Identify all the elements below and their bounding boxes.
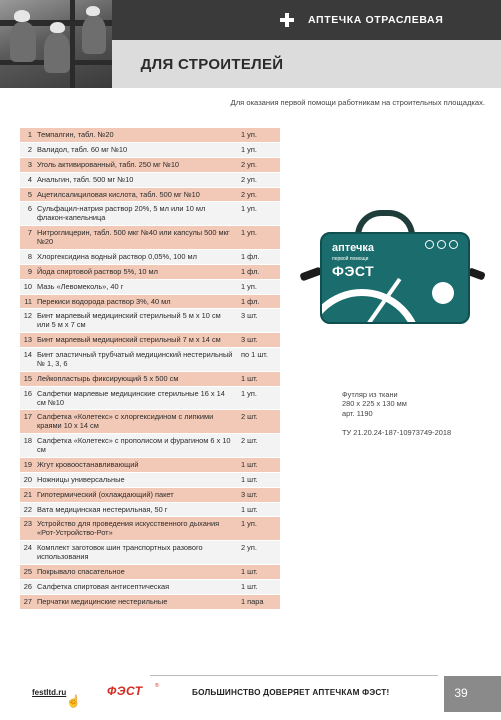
item-name: Бинт эластичный трубчатый медицинский нестерильный № 1, 3, 6 [34, 348, 238, 372]
item-quantity: 3 шт. [238, 487, 280, 502]
registered-mark: ® [155, 683, 159, 689]
table-row [20, 264, 280, 279]
item-number: 5 [20, 187, 34, 202]
item-quantity: 1 уп. [238, 142, 280, 157]
table-row [20, 594, 280, 609]
table-row [20, 187, 280, 202]
item-quantity: 1 пара [238, 594, 280, 609]
item-number: 14 [20, 348, 34, 372]
item-name: Гипотермический (охлаждающий) пакет [34, 487, 238, 502]
page-title: ДЛЯ СТРОИТЕЛЕЙ [140, 56, 284, 73]
table-row [20, 128, 280, 142]
item-number: 21 [20, 487, 34, 502]
item-quantity: 1 шт. [238, 502, 280, 517]
kit-contents-table [20, 128, 280, 610]
item-number: 20 [20, 472, 34, 487]
item-quantity: 2 шт. [238, 434, 280, 458]
item-number: 26 [20, 579, 34, 594]
item-number: 22 [20, 502, 34, 517]
item-quantity: 2 уп. [238, 187, 280, 202]
item-name: Жгут кровоостанавливающий [34, 457, 238, 472]
bag-body [320, 232, 470, 324]
item-quantity: 1 уп. [238, 128, 280, 142]
item-number: 23 [20, 517, 34, 541]
item-number: 8 [20, 249, 34, 264]
item-name: Валидол, табл. 60 мг №10 [34, 142, 238, 157]
table-row [20, 579, 280, 594]
item-name: Салфетка спиртовая антисептическая [34, 579, 238, 594]
item-name: Мазь «Левомеколь», 40 г [34, 279, 238, 294]
item-name: Ножницы универсальные [34, 472, 238, 487]
first-aid-bag-image [300, 210, 485, 335]
item-name: Салфетка «Колетекс» с хлоргексидином с липкими краями 10 х 14 см [34, 410, 238, 434]
item-name: Перекиси водорода раствор 3%, 40 мл [34, 294, 238, 309]
item-quantity: по 1 шт. [238, 348, 280, 372]
table-row [20, 371, 280, 386]
case-article: арт. 1190 [342, 408, 373, 418]
table-row [20, 457, 280, 472]
table-row [20, 202, 280, 226]
item-quantity: 1 шт. [238, 564, 280, 579]
page-number: 39 [454, 686, 468, 700]
item-number: 10 [20, 279, 34, 294]
item-quantity: 1 фл. [238, 249, 280, 264]
item-number: 15 [20, 371, 34, 386]
pointer-hand-icon: ☝ [66, 694, 81, 708]
table-row [20, 279, 280, 294]
item-number: 11 [20, 294, 34, 309]
item-number: 16 [20, 386, 34, 410]
bag-brand: ФЭСТ [332, 263, 375, 279]
footer-divider [150, 675, 438, 676]
item-number: 1 [20, 128, 34, 142]
table-row [20, 294, 280, 309]
item-name: Устройство для проведения искусственного дыхания «Рот-Устройство-Рот» [34, 517, 238, 541]
item-name: Анальгин, табл. 500 мг №10 [34, 172, 238, 187]
item-quantity: 1 шт. [238, 579, 280, 594]
case-dimensions: 280 х 225 х 130 мм [342, 399, 407, 409]
item-name: Ацетилсалициловая кислота, табл. 500 мг №10 [34, 187, 238, 202]
table-row [20, 434, 280, 458]
item-number: 17 [20, 410, 34, 434]
bag-label-kit: аптечка [332, 242, 375, 254]
item-quantity: 2 шт. [238, 410, 280, 434]
table-row [20, 502, 280, 517]
item-number: 4 [20, 172, 34, 187]
header-category-bar [112, 0, 501, 40]
header-photo [0, 0, 112, 88]
item-quantity: 1 фл. [238, 264, 280, 279]
item-name: Нитроглицерин, табл. 500 мкг №40 или капсулы 500 мкг №20 [34, 226, 238, 250]
item-number: 7 [20, 226, 34, 250]
table-row [20, 348, 280, 372]
case-material: Футляр из ткани [342, 390, 398, 399]
people-icon [425, 240, 458, 249]
item-name: Лейкопластырь фиксирующий 5 х 500 см [34, 371, 238, 386]
item-number: 18 [20, 434, 34, 458]
page-number-box [444, 676, 501, 712]
item-name: Сульфацил-натрия раствор 20%, 5 мл или 10 мл флакон-капельница [34, 202, 238, 226]
item-name: Покрывало спасательное [34, 564, 238, 579]
item-quantity: 1 уп. [238, 202, 280, 226]
item-number: 13 [20, 333, 34, 348]
table-row [20, 472, 280, 487]
table-row [20, 249, 280, 264]
item-number: 27 [20, 594, 34, 609]
table-row [20, 410, 280, 434]
site-link[interactable]: festltd.ru [32, 688, 67, 697]
item-number: 19 [20, 457, 34, 472]
item-name: Перчатки медицинские нестерильные [34, 594, 238, 609]
spec-code: ТУ 21.20.24-187-10973749-2018 [342, 428, 452, 437]
item-quantity: 1 фл. [238, 294, 280, 309]
item-quantity: 1 шт. [238, 371, 280, 386]
item-name: Салфетка «Колетекс» с прополисом и фурагином 6 х 10 см [34, 434, 238, 458]
item-name: Хлоргексидина водный раствор 0,05%, 100 мл [34, 249, 238, 264]
item-name: Бинт марлевый медицинский стерильный 7 м х 14 см [34, 333, 238, 348]
item-number: 12 [20, 309, 34, 333]
item-quantity: 1 шт. [238, 472, 280, 487]
item-number: 24 [20, 541, 34, 565]
table-row [20, 157, 280, 172]
bag-label-first-aid: первой помощи [332, 256, 369, 262]
footer-brand-logo: ФЭСТ [107, 684, 143, 698]
item-number: 2 [20, 142, 34, 157]
table-row [20, 487, 280, 502]
item-name: Салфетки марлевые медицинские стерильные 16 х 14 см №10 [34, 386, 238, 410]
item-quantity: 1 уп. [238, 226, 280, 250]
item-number: 6 [20, 202, 34, 226]
item-name: Йода спиртовой раствор 5%, 10 мл [34, 264, 238, 279]
header-band [112, 0, 501, 88]
item-quantity: 2 уп. [238, 172, 280, 187]
table-row [20, 226, 280, 250]
item-quantity: 3 шт. [238, 333, 280, 348]
intro-text: Для оказания первой помощи работникам на строительных площадках. [230, 98, 485, 107]
table-row [20, 333, 280, 348]
item-quantity: 2 уп. [238, 541, 280, 565]
item-number: 9 [20, 264, 34, 279]
table-row [20, 517, 280, 541]
item-name: Темпалгин, табл. №20 [34, 128, 238, 142]
table-row [20, 564, 280, 579]
table-row [20, 309, 280, 333]
table-row [20, 172, 280, 187]
item-quantity: 1 шт. [238, 457, 280, 472]
item-name: Бинт марлевый медицинский стерильный 5 м х 10 см или 5 м х 7 см [34, 309, 238, 333]
item-quantity: 3 шт. [238, 309, 280, 333]
brand-logo-icon [432, 282, 454, 304]
medical-cross-icon [280, 13, 294, 27]
table-row [20, 386, 280, 410]
table-row [20, 142, 280, 157]
item-name: Уголь активированный, табл. 250 мг №10 [34, 157, 238, 172]
item-number: 3 [20, 157, 34, 172]
item-quantity: 2 уп. [238, 157, 280, 172]
item-name: Комплект заготовок шин транспортных разового использования [34, 541, 238, 565]
item-quantity: 1 уп. [238, 386, 280, 410]
item-name: Вата медицинская нестерильная, 50 г [34, 502, 238, 517]
item-quantity: 1 уп. [238, 517, 280, 541]
footer-slogan: БОЛЬШИНСТВО ДОВЕРЯЕТ АПТЕЧКАМ ФЭСТ! [192, 688, 390, 697]
item-number: 25 [20, 564, 34, 579]
category-title: АПТЕЧКА ОТРАСЛЕВАЯ [308, 14, 444, 26]
case-info [342, 390, 407, 418]
item-quantity: 1 уп. [238, 279, 280, 294]
table-row [20, 541, 280, 565]
